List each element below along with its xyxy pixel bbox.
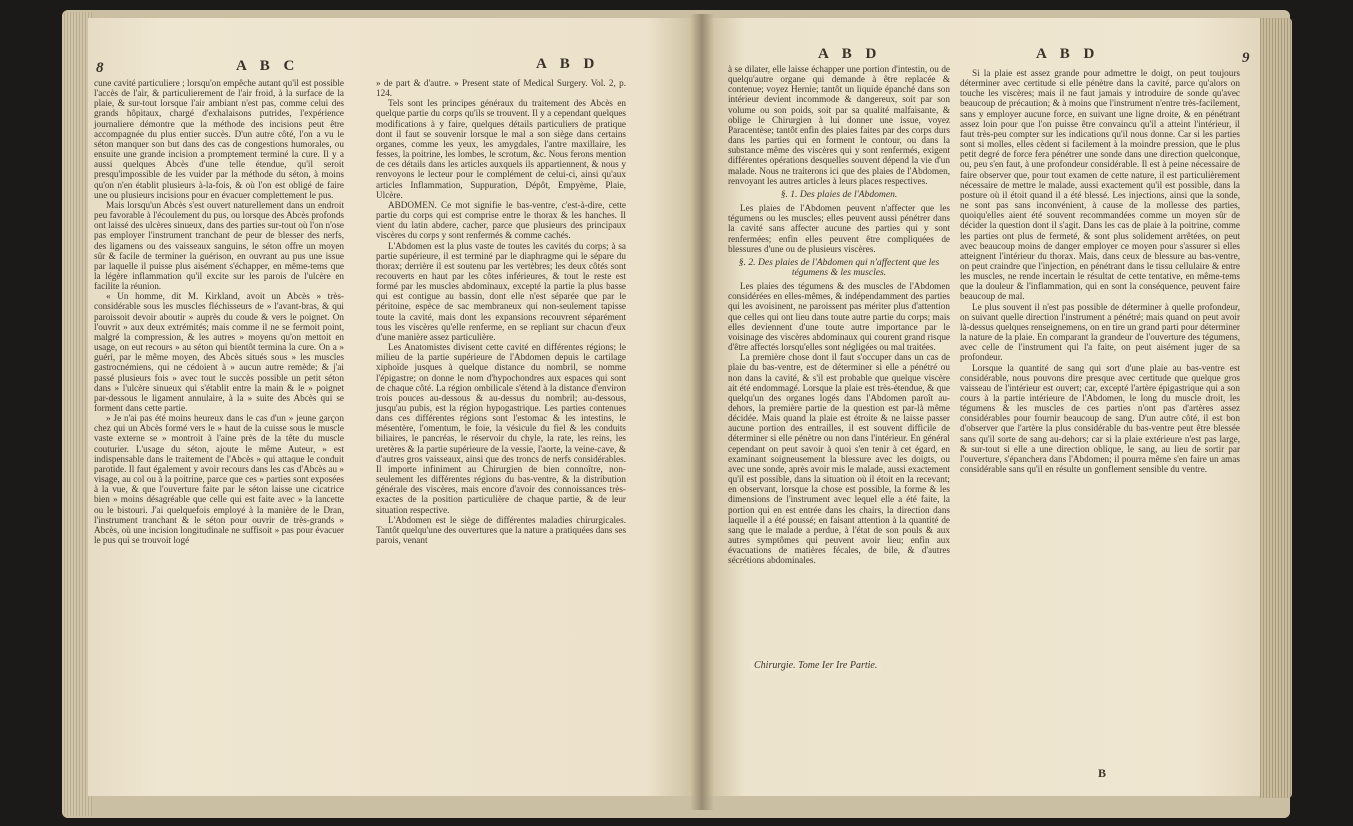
left-column-1 [94, 78, 344, 794]
right-page [706, 18, 1260, 796]
right-page-number: 9 [1242, 50, 1250, 66]
citation: » de part & d'autre. » Present state of Medical Surgery. Vol. 2, p. 124. [376, 78, 626, 99]
paragraph: Mais lorsqu'un Abcès s'est ouvert naturellement dans un endroit peu favorable à l'écoulement du pus, ou lorsque des Abcès profonds ont laissé des ulcères sinueux, dans des parties sur-tout où l'on n'ose pas employer l'instrument tranchant de peur de blesser des nerfs, des ligamens ou des vaisseaux sanguins, le séton offre un moyen sûr & facile de terminer la guérison, en ouvrant au pus une issue par laquelle il puisse plus aisément s'échapper, en même-tems que la légère inflammation qu'il excite sur les parois de l'ulcère en facilite la réunion. [94, 199, 344, 292]
paragraph: L'Abdomen est le siège de différentes maladies chirurgicales. Tantôt quelqu'une des ouvertures que la nature a pratiquées dans ses parois, venant [376, 514, 627, 546]
right-col2-header: A B D [1036, 46, 1100, 62]
right-page-edges [1258, 18, 1292, 798]
left-page-number: 8 [96, 60, 104, 76]
paragraph: cune cavité particuliere ; lorsqu'on empêche autant qu'il est possible l'accès de l'air, & particulierement de l'air froid, à la surface de la plaie, & sur-tout lorsque l'air ambiant n'est pas, comme celui des grands hôpitaux, chargé d'exhalaisons putrides, l'expérience journaliere démontre que la méthode des incisions peut être accompagnée du plus entier succès. D'un autre côté, l'on a vu le séton manquer son but dans des cas de congestions humorales, ou ensuite une grande incision a promptement terminé la cure. Il y a aussi quelques Abcès d'une telle étendue, qu'il seroit presqu'impossible de les vuider par la méthode du séton, à moins qu'on n'en établit plusieurs à-la-fois, & où l'on est obligé de faire une ou plusieurs incisions pour en évacuer complettement le pus. [94, 78, 344, 200]
section-heading-2: §. 2. Des plaies de l'Abdomen qui n'affectent que les tégumens & les muscles. [738, 256, 940, 278]
paragraph: Le plus souvent il n'est pas possible de déterminer à quelle profondeur, on suivant quelle direction l'instrument a pénétré; mais quand on peut avoir là-dessus quelques renseignemens, on en tire un grand parti pour déterminer la nature de la plaie. En comparant la grandeur de l'ouverture des tégumens, avec celle de l'instrument qui l'a faite, on peut aisément juger de sa profondeur. [960, 301, 1240, 363]
paragraph: Lorsque la quantité de sang qui sort d'une plaie au bas-ventre est considérable, nous pouvons dire presque avec certitude que quelque gros vaisseau de l'intérieur est ouvert; car, excepté l'artère épigastrique qui a son cours à la partie intérieure de l'Abdomen, le long du muscle droit, les tégumens & les muscles de ces parties n'ont pas d'artères assez considérables pour fournir beaucoup de sang. D'un autre côté, il est bon d'observer que l'artère la plus considérable du bas-ventre peut être blessée sans qu'il sorte de sang au-dehors; car si la plaie extérieure n'est pas large, & sur-tout si elle a une direction oblique, le sang, au lieu de sortir par l'ouverture, s'épanchera dans l'Abdomen; il pourra même s'en faire un amas considérable sans qu'il en résulte un gonflement sensible du ventre. [960, 362, 1240, 475]
section-heading-1: §. 1. Des plaies de l'Abdomen. [780, 188, 898, 200]
left-col2-header: A B D [536, 56, 600, 72]
paragraph: « Un homme, dit M. Kirkland, avoit un Abcès » très-considérable sous les muscles fléchisseurs de » l'avant-bras, & qui paroissoit devoir aboutir » auprès du coude & vers le poignet. On l'ouvrit » aux deux extrémités; mais comme il ne se fermoit point, malgré la compression, & les autres » moyens qu'on mettoit en usage, on eut recours » au séton qui bientôt termina la cure. On a » guéri, par le même moyen, des Abcès situés sous » les muscles gastrocnémiens, qui ne cédoient à » aucun autre remède; & j'ai passé plusieurs fois » avec tout le succès possible un petit séton dans » l'ulcère sinueux qui s'établit entre la main & le » poignet par-dessous le ligament annulaire, à la » suite des Abcès qui se forment dans cette partie. [94, 291, 344, 413]
right-column-2 [960, 68, 1240, 794]
right-col1-header: A B D [818, 46, 882, 62]
paragraph: Tels sont les principes généraux du traitement des Abcès en quelque partie du corps qu'ils se trouvent. Il y a cependant quelques modifications à y faire, quelques détails particuliers de pratique dont il faut se souvenir lorsque le mal a son siège dans certains organes, comme les yeux, les amygdales, l'antre maxillaire, les fesses, la poitrine, les lombes, le scrotum, &c. Nous ferons mention de ces détails dans les articles auxquels ils appartiennent, & nous y renvoyons le lecteur pour le complément de celui-ci, ainsi qu'aux articles Inflammation, Suppuration, Dépôt, Empyème, Plaie, Ulcère. [376, 98, 626, 200]
book-gutter [690, 14, 714, 810]
paragraph: à se dilater, elle laisse échapper une portion d'intestin, ou de quelqu'autre organe qui demande à être replacée & contenue; voyez Hernie; tantôt un liquide épanché dans son intérieur devient incommode & dangereux, soit par son volume ou son poids, soit par sa qualité malfaisante, & oblige le Chirurgien à lui donner une issue, voyez Paracentèse; tantôt enfin des plaies faites par des corps durs dans les parties qui en forment le contour, ou dans la substance même des viscères qui y sont renfermés, exigent différentes opérations desquelles souvent dépend la vie d'un malade. Nous ne traiterons ici que des plaies de l'Abdomen, renvoyant les autres articles à leurs places respectives. [728, 64, 950, 186]
paragraph: ABDOMEN. Ce mot signifie le bas-ventre, c'est-à-dire, cette partie du corps qui est comprise entre le thorax & les hanches. Il vient du latin abdere, cacher, parce que plusieurs des principaux viscères du corps y sont renfermés & comme cachés. [376, 199, 626, 241]
left-col1-header: A B C [236, 58, 300, 74]
paragraph: Si la plaie est assez grande pour admettre le doigt, on peut toujours déterminer avec certitude si elle pénètre dans la cavité, parce qu'alors on touche les viscères; mais il ne faut jamais y introduire de sonde qu'avec beaucoup de précaution; & à moins que l'instrument n'entre très-facilement, sans y employer aucune force, en suivant une ligne droite, & en pénétrant assez loin pour que l'on puisse être convaincu qu'il a atteint l'intérieur, il faut très-peu compter sur les indications qu'il nous donne. Car si les parties sont si molles, elles cèdent si facilement à la moindre pression, que le plus petit degré de force fera pénétrer une sonde dans une direction quelconque, ou, peu s'en faut, à une profondeur considérable. Il est à peine nécessaire de faire observer que, pour tout examen de cette nature, il est particulièrement nécessaire de mettre le malade, aussi exactement qu'il est possible, dans la posture où il étoit quand il a été blessé. Les injections, ainsi que la sonde, ne sont pas sans inconvénient, à cause de la mollesse des parties, quoiqu'elles aient été souvent recommandées comme un moyen sûr de décider la question dont il s'agit. Dans les cas de plaie à la poitrine, comme les parties ont plus de fermeté, & sont plus solidement arrêtées, on peut avec beaucoup moins de danger employer ce moyen pour s'assurer si elles atteignent l'intérieur du thorax. Mais, dans ceux de blessure au bas-ventre, on peut craindre que l'injection, en pénétrant dans le tissu cellulaire & entre les muscles, ne rende incertain le résultat de cette tentative, en même-tems que la douleur & l'inflammation, qui en sont la conséquence, peuvent faire beaucoup de mal. [960, 68, 1240, 302]
right-column-1 [728, 64, 950, 794]
left-page [88, 18, 696, 796]
paragraph: Les plaies des tégumens & des muscles de l'Abdomen considérées en elles-mêmes, & indépendamment des parties qui les avoisinent, ne paroissent pas mériter plus d'attention que celles qui ont lieu dans toute autre partie du corps; mais elles deviennent d'une toute autre importance par le voisinage des viscères abdominaux qui courent grand risque d'être affectés lorsqu'elles sont négligées ou mal traitées. [728, 281, 950, 353]
paragraph: Les Anatomistes divisent cette cavité en différentes régions; le milieu de la partie supérieure de l'Abdomen depuis le cartilage xiphoïde jusques à quelque distance du nombril, se nomme l'épigastre; on donne le nom d'hypochondres aux espaces qui sont de chaque côté. La région ombilicale s'étend à la distance d'environ trois pouces au-dessous & au-dessus du nombril; au-dessous, jusqu'au pubis, est la région hypogastrique. Les parties contenues dans ces différentes régions sont l'estomac & les intestins, le mésentère, l'omentum, le foie, la vésicule du fiel & les conduits biliaires, le pancréas, le réservoir du chyle, la rate, les reins, les uretères & la partie supérieure de la vessie, l'aorte, la veine-cave, & d'autres gros vaisseaux, ainsi que des troncs de nerfs considérables. Il importe infiniment au Chirurgien de bien connoître, non-seulement les différentes régions du bas-ventre, & la distribution générale des viscères, mais encore d'avoir des connoissances très-exactes de la position particulière de chaque partie, & de leur situation respective. [376, 342, 626, 515]
signature-line: Chirurgie. Tome Ier Ire Partie. [750, 660, 881, 671]
paragraph: Les plaies de l'Abdomen peuvent n'affecter que les tégumens ou les muscles; elles peuvent aussi pénétrer dans la cavité sans affecter aucune des parties qui y sont renfermées; enfin elles peuvent être compliquées de blessures d'une ou de plusieurs viscères. [728, 203, 950, 254]
paragraph: La première chose dont il faut s'occuper dans un cas de plaie du bas-ventre, est de déterminer si elle a pénétré ou non dans la cavité, & s'il est probable que quelque viscère ait été endommagé. Lorsque la plaie est très-étendue, & que quelqu'un des organes logés dans l'Abdomen paroît au-dehors, la première partie de la question est par-là même décidée. Mais quand la plaie est étroite & ne laisse passer aucune portion des entrailles, il est souvent difficile de déterminer si elle pénètre ou non dans l'intérieur. En général cependant on peut savoir à quoi s'en tenir à cet égard, en examinant soigneusement la blessure avec les doigts, ou avec une sonde, après avoir mis le malade, aussi exactement qu'il est possible, dans la situation où il étoit en la recevant; en observant, lorsque la chose est possible, la forme & les dimensions de l'instrument avec lequel elle a été faite, la portion qui en est entrée dans les chairs, la direction dans laquelle il a été poussé; en faisant attention à la quantité de sang que le malade a perdue, à l'état de son pouls & aux autres symptômes qui peuvent avoir lieu; enfin aux évacuations de matières fécales, de bile, & d'autres sécrétions abdominales. [728, 352, 950, 566]
paragraph: L'Abdomen est la plus vaste de toutes les cavités du corps; à sa partie supérieure, il est terminé par le diaphragme qui le sépare du thorax; derrière il est soutenu par les vertèbres; les deux côtés sont recouverts en haut par les côtes inférieures, & tout le reste est formé par les muscles abdominaux, excepté la partie la plus basse qui est contigue au bassin, dont elle n'est séparée que par le péritoine, espèce de sac membraneux qui non-seulement tapisse toute la cavité, mais dont les expansions recouvrent séparément tous les viscères qu'elle renferme, en se repliant sur chacun d'eux d'une manière assez particulière. [376, 240, 626, 342]
sheet-mark: B [1098, 766, 1107, 780]
left-column-2 [376, 78, 626, 794]
paragraph: » Je n'ai pas été moins heureux dans le cas d'un » jeune garçon chez qui un Abcès formé vers le » haut de la cuisse sous le muscle vaste externe se » montroit à l'aine près de la tête du muscle couturier. L'usage du séton, ajoute le même Auteur, » est indispensable dans le traitement de l'Abcès » qui attaque le conduit parotide. Il faut également y avoir recours dans les cas d'Abcès au » visage, au col ou à la poitrine, parce que ces » parties sont exposées à la vue, & que l'ouverture faite par le séton laisse une cicatrice bien » moins désagréable que celle qui est faite avec » la lancette ou le bistouri. J'ai quelquefois employé à la manière de le Dran, l'instrument tranchant & le séton pour ouvrir de très-grands » Abcès, où une incision longitudinale ne suffisoit » pas pour évacuer le pus qui se trouvoit logé [94, 413, 344, 546]
